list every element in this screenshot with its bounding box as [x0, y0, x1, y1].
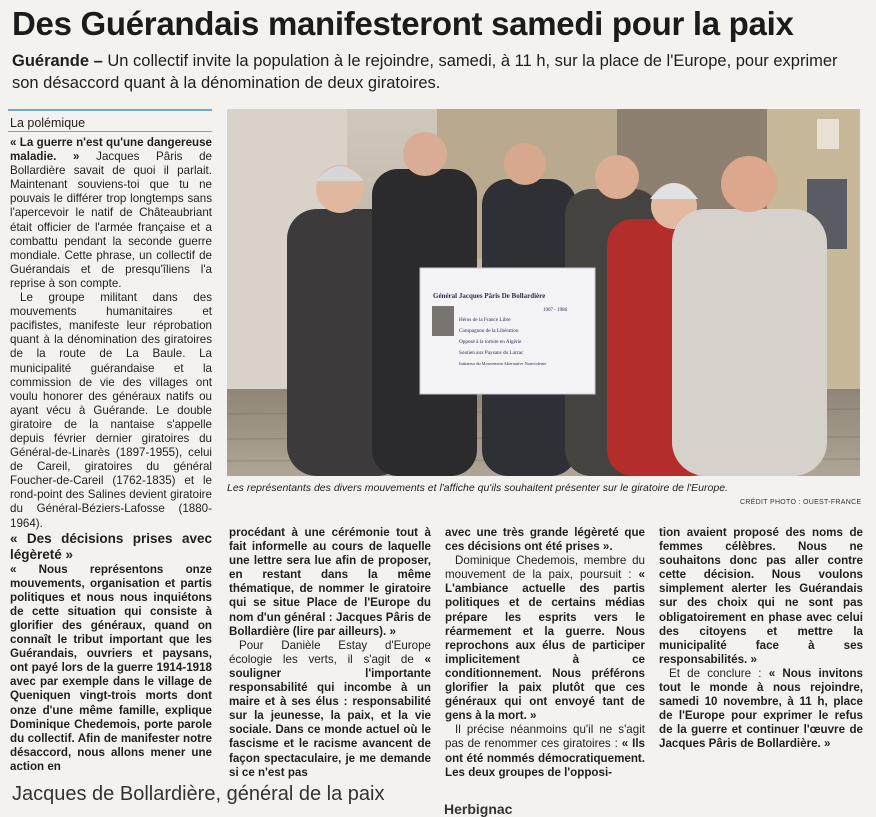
col2-p2-lead: Pour Danièle Estay d'Europe écologie les verts, il s'agit de — [229, 638, 431, 666]
sign-line-2: Compagnon de la Libération — [459, 328, 519, 334]
col3-paragraph-3 — [445, 723, 645, 779]
col4-p2-lead: Et de conclure : — [669, 666, 769, 680]
col2-paragraph-2 — [229, 639, 431, 780]
column-4 — [659, 526, 863, 752]
col3-p1-text: avec une très grande légèreté que ces décisions ont été prises ». — [445, 526, 645, 554]
sign-line-1: Héros de la France Libre — [459, 317, 511, 323]
col4-p1-text: tion avaient proposé des noms de femmes célèbres. Nous ne souhaitons donc pas aller contre cette décision. Nous voulons simplement alerter les Guérandais sur des choix qui ne sont pas obligatoirement en phase avec celui des citoyens et mettre la municipalité face à ses responsabilités. » — [659, 526, 863, 666]
col4-paragraph-1 — [659, 526, 863, 667]
col2-p2-quote: « souligner l'importante responsabilité qui incombe à un maire et à ses élus : responsabilité sur la jeunesse, la paix, et la vie sociale. Dans ce monde actuel où le fascisme et le racisme avancent de façon spectaculaire, je me demande si ce n'est pas — [229, 652, 431, 779]
article-headline: Des Guérandais manifesteront samedi pour la paix — [12, 5, 794, 42]
next-article-heading: Herbignac — [444, 801, 513, 817]
column-1 — [10, 136, 212, 774]
sign-line-5: Initiateur du Mouvement Alternative Nonviolente — [459, 361, 547, 366]
col1-paragraph-2: Le groupe militant dans des mouvements humanitaires et pacifistes, manifeste leur réprobation quant à la dénomination des giratoires de la route de La Baule. La municipalité guérandaise et la commission de vie des villages ont voulu honorer des généraux natifs ou ayant vécu à Guérande. Le double giratoire de la nantaise s'appelle depuis février dernier giratoires du Général-de-Linarès (1897-1955), celui de Careil, giratoires du général Foucher-de-Careil (1762-1835) et le rond-point des Salines devient giratoire du Général-Béziers-Lafosse (1880-1964). — [10, 291, 212, 530]
col1-p3-text: « Nous représentons onze mouvements, organisation et partis politiques et nous nous inquiétons de cette situation qui consiste à glorifier des généraux, quand on connaît le tribut important que les Guérandais, ouvriers et paysans, ont payé lors de la guerre 1914-1918 avec par exemple dans le village de Queniquen vingt-trois morts dont onze d'une même famille, explique Dominique Chedemois, porte parole du collectif. Afin de manifester notre désaccord, nous allons mener une action en — [10, 562, 212, 773]
col1-p1-text: Jacques Pâris de Bollardière savait de quoi il parlait. Maintenant souviens-toi que tu ne pouvais le différer trop longtemps sans l'apercevoir le natif de Châteaubriant était officier de l'armée française et a combattu pendant la seconde guerre mondiale. Cette phrase, un collectif de Guérandais et de presqu'îliens l'a reprise à son compte. — [10, 150, 212, 290]
col3-p3-lead: Il précise néanmoins qu'il ne s'agit pas de renommer ces giratoires : — [445, 723, 645, 751]
photo-credit: CRÉDIT PHOTO : OUEST-FRANCE — [740, 499, 862, 506]
column-3 — [445, 526, 645, 780]
col2-paragraph-1 — [229, 526, 431, 639]
section-rule-bottom — [8, 131, 212, 132]
col1-opening-quote: « La guerre n'est qu'une dangereuse maladie. » — [10, 136, 212, 164]
photo-illustration — [227, 109, 860, 476]
col1-paragraph-3 — [10, 563, 212, 774]
col1-subhead: « Des décisions prises avec légèreté » — [10, 530, 212, 562]
lede-place: Guérande – — [12, 52, 103, 70]
section-label: La polémique — [10, 116, 86, 130]
col3-p2-quote: « L'ambiance actuelle des partis politiques et de certains médias prépare les esprits vers le réarmement et la guerre. Nous reprochons aux élus de participer implicitement à ce conditionnement. Nous préférons glorifier la paix plutôt que ces généraux qui ont envoyé tant de gens à la mort. » — [445, 568, 645, 723]
sidebar-article-title: Jacques de Bollardière, général de la paix — [12, 783, 385, 805]
col4-paragraph-2 — [659, 667, 863, 752]
section-rule-top — [8, 109, 212, 111]
col2-p1-text: procédant à une cérémonie tout à fait informelle au cours de laquelle une lettre sera lue afin de proposer, en restant dans la même thématique, de nommer le giratoire qui se situe Place de l'Europe du nom d'un général : Jacques Pâris de Bollardière (lire par ailleurs). » — [229, 526, 431, 638]
sign-line-3: Opposé à la torture en Algérie — [459, 339, 522, 345]
col3-p3-quote: « Ils ont été nommés démocratiquement. Les deux groupes de l'opposi- — [445, 737, 645, 779]
sign-years: 1907 - 1986 — [543, 308, 568, 313]
col3-p2-lead: Dominique Chedemois, membre du mouvement de la paix, poursuit : — [445, 554, 645, 582]
col4-p2-quote: « Nous invitons tout le monde à nous rejoindre, samedi 10 novembre, à 11 h, place de l'Europe pour exprimer le refus de la guerre et continuer l'œuvre de Jacques Pâris de Bollardière. » — [659, 666, 864, 751]
sign-title: Général Jacques Pâris De Bollardière — [433, 292, 546, 300]
col1-paragraph-1 — [10, 136, 212, 291]
article-lede — [12, 50, 862, 94]
photo-caption: Les représentants des divers mouvements et l'affiche qu'ils souhaitent présenter sur le giratoire de l'Europe. — [227, 482, 728, 494]
lede-text: Un collectif invite la population à le rejoindre, samedi, à 11 h, sur la place de l'Europe, pour exprimer son désaccord quant à la dénomination de deux giratoires. — [12, 52, 838, 92]
column-2 — [229, 526, 431, 780]
article-photo — [227, 109, 860, 476]
col3-paragraph-1 — [445, 526, 645, 554]
col3-paragraph-2 — [445, 554, 645, 723]
sign-line-4: Soutien aux Paysans du Larzac — [459, 350, 524, 356]
